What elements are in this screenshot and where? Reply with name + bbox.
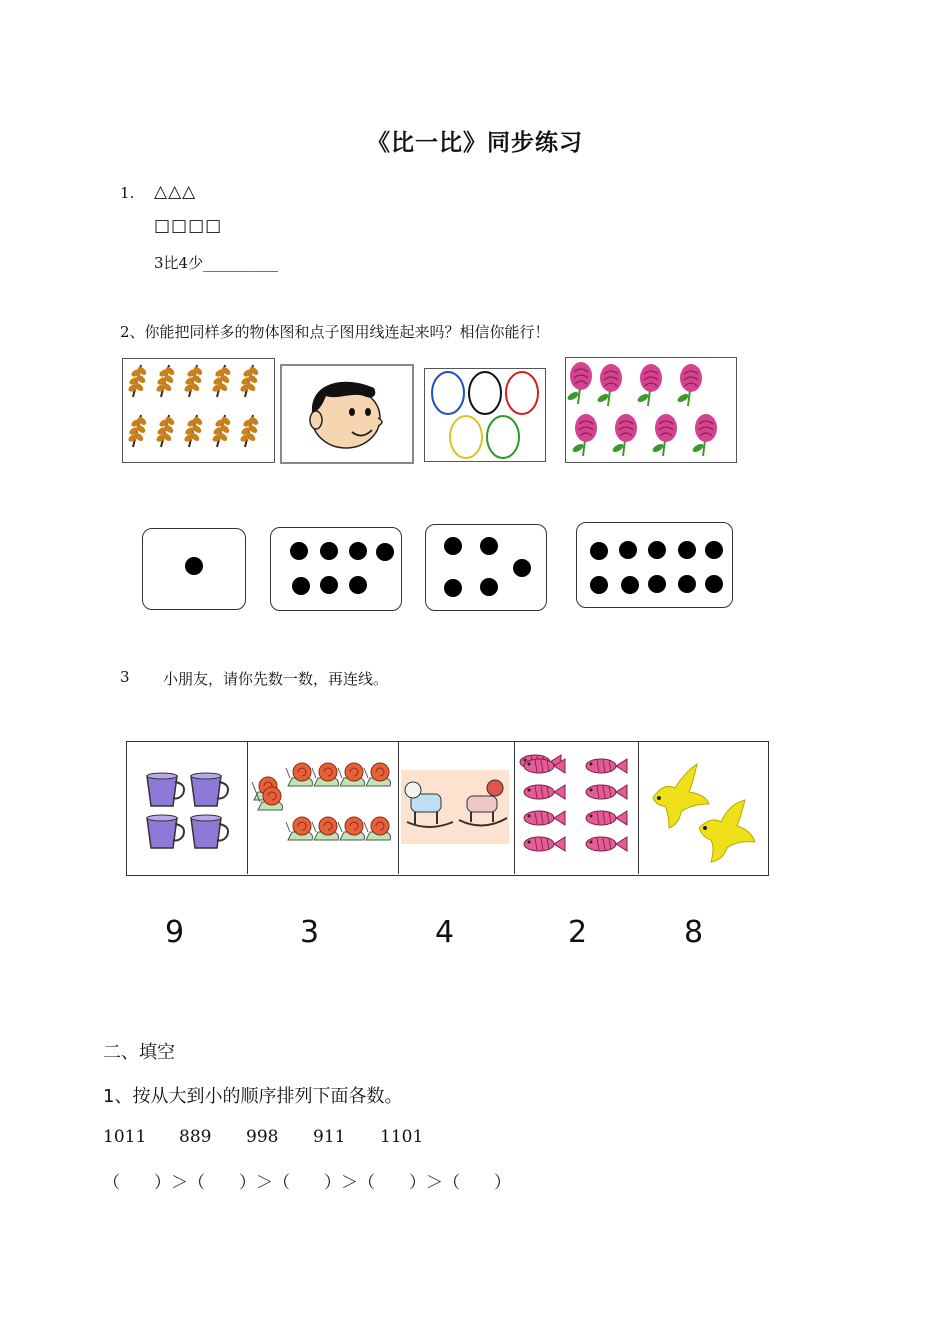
dot: [320, 576, 338, 594]
section2-heading: 二、填空: [103, 1042, 175, 1063]
dot: [619, 541, 637, 559]
rings-icon: [425, 369, 545, 461]
dot: [590, 542, 608, 560]
section2-number: 911: [313, 1127, 346, 1147]
q1-squares: □□□□: [154, 216, 223, 236]
dot: [290, 542, 308, 560]
q3-number-4: 4: [435, 915, 455, 950]
wheat-picture: [122, 358, 275, 463]
dot: [292, 577, 310, 595]
snail-icon: [248, 742, 396, 872]
fish-cell: [515, 742, 639, 874]
section2-q1-text: 1、按从大到小的顺序排列下面各数。: [103, 1086, 403, 1107]
dot: [678, 541, 696, 559]
dot: [376, 543, 394, 561]
dot: [349, 576, 367, 594]
dot: [590, 576, 608, 594]
dot: [349, 542, 367, 560]
rings-picture: [424, 368, 546, 462]
rocking-horse-icon: [399, 742, 513, 872]
dot: [480, 578, 498, 596]
dot: [705, 575, 723, 593]
dot: [444, 537, 462, 555]
q3-number-3: 3: [300, 915, 320, 950]
dot: [705, 541, 723, 559]
dot-card-1: [142, 528, 246, 610]
cup-icon: [127, 742, 245, 872]
dot: [444, 579, 462, 597]
dot: [480, 537, 498, 555]
dot: [648, 541, 666, 559]
q3-picture-strip: [126, 741, 769, 876]
section2-number: 1101: [380, 1127, 424, 1147]
wheat-icon: [123, 359, 273, 461]
dot: [678, 575, 696, 593]
boy-face-picture: [280, 364, 414, 464]
section2-number: 889: [179, 1127, 212, 1147]
bird-icon: [639, 742, 765, 872]
q1-number: 1.: [120, 184, 135, 202]
q3-text: 小朋友，请你先数一数，再连线。: [163, 670, 389, 688]
q1-answer-text: 3比4少__________: [154, 254, 279, 272]
q1-triangles: △△△: [154, 182, 197, 202]
dot: [621, 576, 639, 594]
dot-card-7: [270, 527, 402, 611]
roses-picture: [565, 357, 737, 463]
q3-number: 3: [120, 668, 130, 686]
cups-cell: [127, 742, 248, 874]
dot: [320, 542, 338, 560]
dot: [185, 557, 203, 575]
q3-number-8: 8: [684, 915, 704, 950]
section2-number: 998: [246, 1127, 279, 1147]
q3-number-9: 9: [165, 915, 185, 950]
rose-icon: [566, 358, 736, 462]
snails-cell: [248, 742, 399, 874]
dot: [513, 559, 531, 577]
rocking-horses-cell: [399, 742, 515, 874]
section2-number: 1011: [103, 1127, 147, 1147]
birds-cell: [639, 742, 767, 874]
section2-answer-line: （ ）＞（ ）＞（ ）＞（ ）＞（ ）: [103, 1173, 511, 1193]
dot-card-5: [425, 524, 547, 611]
page-title: 《比一比》同步练习: [367, 130, 583, 156]
dot-card-10: [576, 522, 733, 608]
boy-face-icon: [282, 366, 412, 462]
q3-number-2: 2: [568, 915, 588, 950]
dot: [648, 575, 666, 593]
q2-text: 2、你能把同样多的物体图和点子图用线连起来吗？相信你能行！: [120, 323, 550, 341]
fish-icon: [515, 742, 637, 872]
